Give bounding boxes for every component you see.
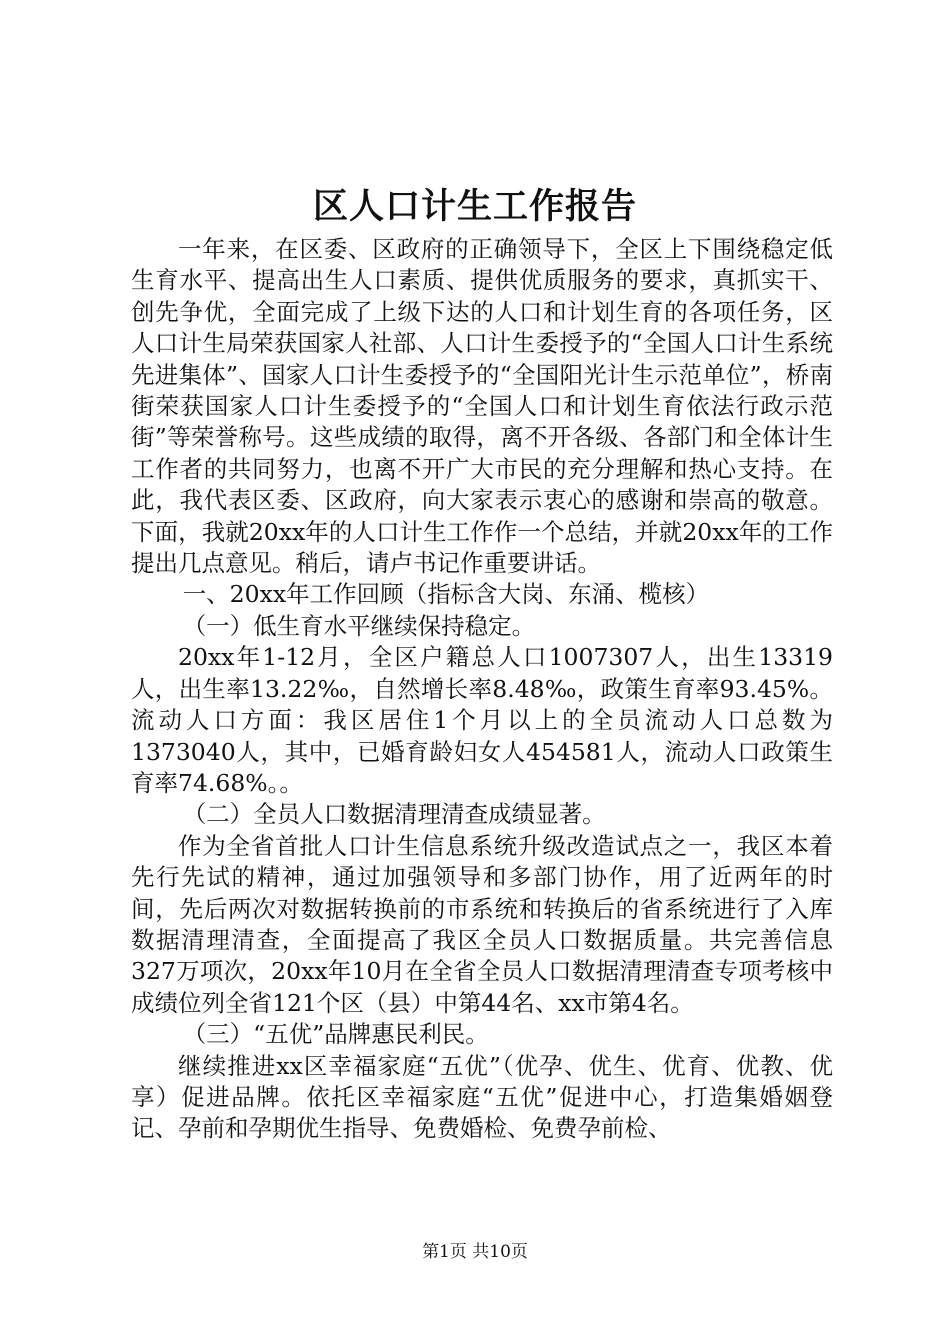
subsection-heading-3: （三）“五优”品牌惠民利民。 — [182, 1020, 489, 1049]
paragraph-data-cleanup: 作为全省首批人口计生信息系统升级改造试点之一，我区本着先行先试的精神，通过加强领导和多部门协作，用了近两年的时间，先后两次对数据转换前的市系统和转换后的省系统进行了入库数据清理清查，全面提高了我区全员人口数据质量。共完善信息327万项次，20xx年10月在全省全员人口数据清理清查专项考核中成绩位列全省121个区（县）中第44名、xx市第4名。 — [131, 831, 833, 1017]
subsection-heading-1: （一）低生育水平继续保持稳定。 — [182, 611, 536, 640]
section-heading-review: 一、20xx年工作回顾（指标含大岗、东涌、榄核） — [182, 580, 710, 609]
document-body — [131, 234, 833, 1145]
page-number: 第1页 共10页 — [422, 1242, 528, 1262]
subsection-heading-2: （二）全员人口数据清理清查成绩显著。 — [182, 800, 606, 829]
document-title: 区人口计生工作报告 — [312, 186, 637, 227]
paragraph-intro: 一年来，在区委、区政府的正确领导下，全区上下围绕稳定低生育水平、提高出生人口素质、提供优质服务的要求，真抓实干、创先争优，全面完成了上级下达的人口和计划生育的各项任务，区人口计生局荣获国家人社部、人口计生委授予的“全国人口计生系统先进集体”、国家人口计生委授予的“全国阳光计生示范单位”，桥南街荣获国家人口计生委授予的“全国人口和计划生育依法行政示范街”等荣誉称号。这些成绩的取得，离不开各级、各部门和全体计生工作者的共同努力，也离不开广大市民的充分理解和热心支持。在此，我代表区委、区政府，向大家表示衷心的感谢和崇高的敬意。下面，我就20xx年的人口计生工作作一个总结，并就20xx年的工作提出几点意见。稍后，请卢书记作重要讲话。 — [131, 235, 833, 578]
paragraph-statistics: 20xx年1-12月，全区户籍总人口1007307人，出生13319人，出生率13.22‰，自然增长率8.48‰，政策生育率93.45%。流动人口方面：我区居住1个月以上的全员流动人口总数为1373040人，其中，已婚育龄妇女人454581人，流动人口政策生育率74.68%。。 — [131, 643, 833, 797]
paragraph-five-excellence: 继续推进xx区幸福家庭“五优”（优孕、优生、优育、优教、优享）促进品牌。依托区幸福家庭“五优”促进中心，打造集婚姻登记、孕前和孕期优生指导、免费婚检、免费孕前检、 — [131, 1051, 833, 1143]
